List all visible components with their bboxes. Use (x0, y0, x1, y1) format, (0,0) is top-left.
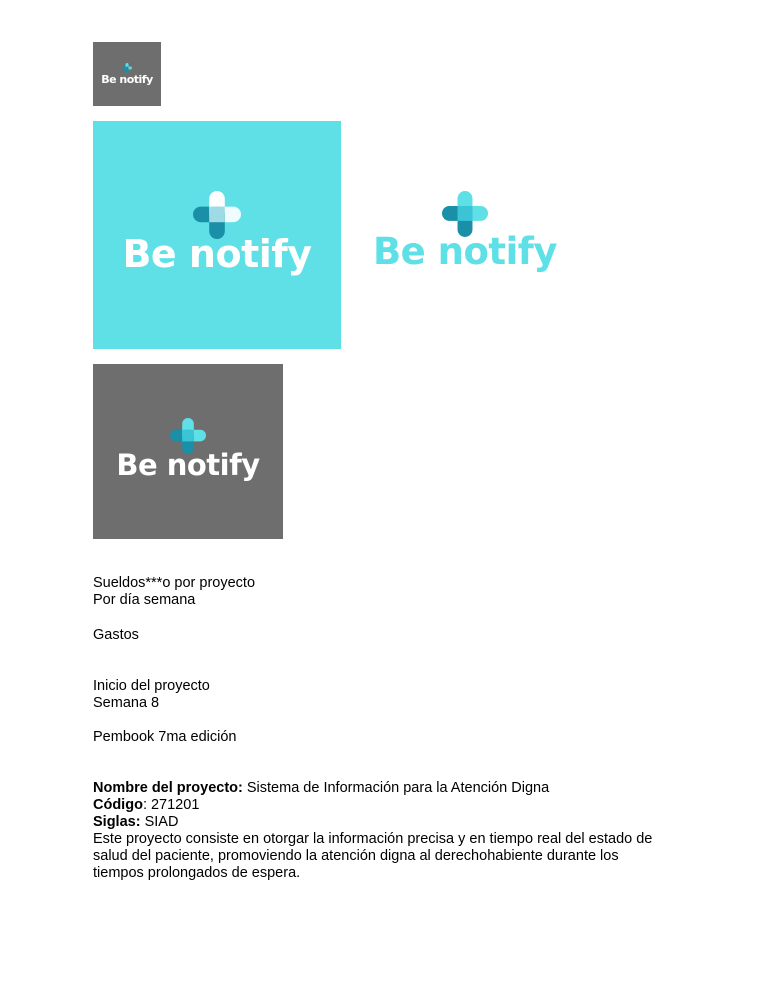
project-acronym-label: Siglas: (93, 814, 141, 830)
notes-start (93, 678, 210, 712)
brand-name: Be notify (116, 448, 260, 482)
brand-mark (93, 63, 161, 85)
project-name-label: Nombre del proyecto: (93, 780, 243, 796)
project-code-row (93, 797, 653, 814)
notes-expenses (93, 627, 139, 644)
brand-mark (93, 418, 283, 480)
brand-mark (370, 191, 560, 273)
brand-name: Be notify (101, 73, 153, 86)
note-line: Gastos (93, 627, 139, 643)
notes-salaries (93, 575, 255, 609)
project-info (93, 780, 653, 882)
logo-cyan (93, 121, 341, 349)
project-name-row (93, 780, 653, 797)
note-line: Semana 8 (93, 695, 160, 711)
logo-small-gray (93, 42, 161, 106)
brand-name: Be notify (122, 232, 312, 276)
project-code-label: Código (93, 797, 143, 813)
notes-reference (93, 729, 236, 746)
medical-cross-icon (122, 63, 132, 73)
project-description: Este proyecto consiste en otorgar la información precisa y en tiempo real del estado de salud del paciente, promoviendo la atención digna al derechohabiente durante los tiempos prolongados de espera. (93, 831, 653, 881)
brand-mark (93, 191, 341, 276)
project-acronym-row (93, 814, 653, 831)
logo-white (370, 180, 560, 280)
note-line: Inicio del proyecto (93, 678, 210, 694)
note-line: Por día semana (93, 592, 196, 608)
brand-name: Be notify (372, 230, 558, 273)
note-line: Sueldos***o por proyecto (93, 575, 256, 591)
note-line: Pembook 7ma edición (93, 729, 237, 745)
project-acronym-value: SIAD (140, 814, 179, 830)
project-name-value: Sistema de Información para la Atención Digna (242, 780, 550, 796)
logo-gray (93, 364, 283, 539)
project-code-value: : 271201 (142, 797, 200, 813)
